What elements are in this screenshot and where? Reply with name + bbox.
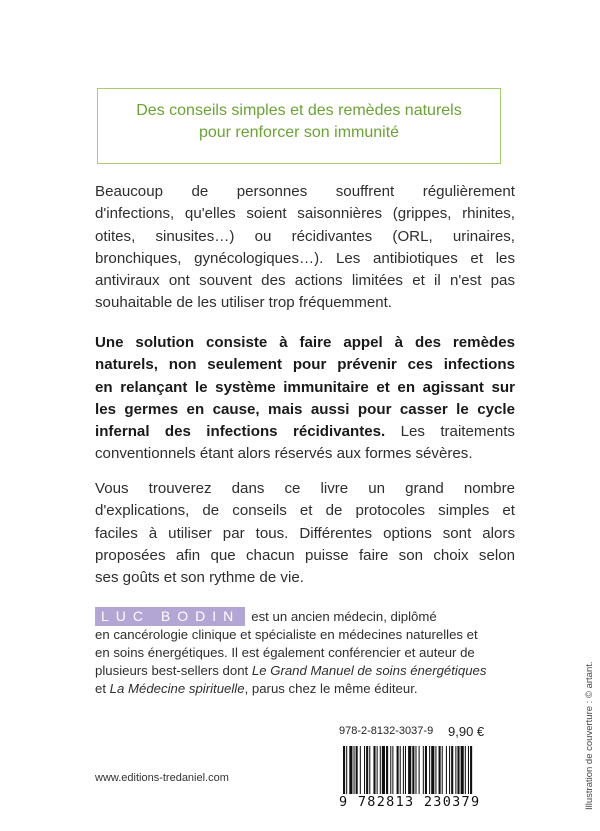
author-name: LUC BODIN xyxy=(95,607,245,626)
tagline-line-1: Des conseils simples et des remèdes naturels xyxy=(136,102,462,119)
paragraph-line xyxy=(95,377,515,399)
barcode-bar xyxy=(377,746,378,800)
barcode-bar xyxy=(435,746,436,800)
barcode-bar xyxy=(403,746,404,800)
publisher-website: www.editions-tredaniel.com xyxy=(95,772,229,784)
barcode-bar xyxy=(392,746,393,800)
isbn: 978-2-8132-3037-9 xyxy=(339,725,434,737)
barcode-bar xyxy=(386,746,388,800)
tagline-box xyxy=(97,88,501,164)
barcode-bar xyxy=(468,746,469,800)
barcode-bar xyxy=(364,746,365,800)
paragraph-line: Vous trouverez dans ce livre un grand nombre xyxy=(95,480,515,497)
price: 9,90 € xyxy=(448,724,485,739)
bold-text: infernal des infections récidivantes. xyxy=(95,423,386,441)
barcode-bar xyxy=(373,746,375,800)
barcode-bar xyxy=(423,746,424,800)
paragraph-line xyxy=(95,399,515,421)
author-bio-line xyxy=(95,662,515,680)
bio-text: plusieurs best-sellers dont xyxy=(95,663,252,678)
paragraph-line xyxy=(95,421,515,443)
content-paragraph xyxy=(95,478,515,589)
barcode-bar xyxy=(346,746,347,800)
paragraph-line xyxy=(95,354,515,376)
bio-text: et xyxy=(95,681,110,696)
paragraph-line: otites, sinusites…) ou récidivantes (ORL, urinaires, xyxy=(95,227,515,245)
paragraph-line: proposées afin que chacun puisse faire son choix selon xyxy=(95,546,515,564)
author-bio-line xyxy=(95,607,515,626)
paragraph-line: conventionnels étant alors réservés aux formes sévères. xyxy=(95,445,473,463)
barcode-bar xyxy=(442,746,443,800)
paragraph-line: ses goûts et son rythme de vie. xyxy=(95,569,304,587)
barcode-bar xyxy=(419,746,420,800)
book-title: La Médecine spirituelle xyxy=(109,681,245,696)
barcode-bar xyxy=(360,746,361,800)
barcode-digits: 9 782813 230379 xyxy=(339,794,481,810)
paragraph-line: d'infections, qu'elles soient saisonnières (grippes, rhinites, xyxy=(95,205,515,223)
barcode-bar xyxy=(408,746,411,800)
barcode-bar xyxy=(451,746,453,800)
barcode-bar xyxy=(400,746,401,800)
paragraph-line: faciles à utiliser par tous. Différentes options sont alors xyxy=(95,524,515,542)
barcode-bar xyxy=(390,746,391,800)
barcode-bar xyxy=(415,746,416,800)
barcode-bar xyxy=(455,746,456,800)
barcode-bar xyxy=(356,746,358,800)
bold-text: en relançant le système immunitaire et en agissant sur xyxy=(95,378,515,396)
intro-paragraph xyxy=(95,181,515,315)
barcode-bar xyxy=(349,746,352,800)
book-title: Le Grand Manuel de soins énergétiques xyxy=(251,663,487,678)
barcode-bar xyxy=(397,746,399,800)
normal-text: Les traitements xyxy=(385,423,515,441)
barcode-bar xyxy=(412,746,414,800)
bold-text: naturels, non seulement pour prévenir ces infections xyxy=(95,356,515,374)
cover-illustration-credit: Illustration de couverture : © artant. xyxy=(584,661,595,810)
barcode-bar xyxy=(470,746,472,800)
paragraph-line: bronchiques, gynécologiques…). Les antibiotiques et les xyxy=(95,249,515,267)
barcode-bar xyxy=(354,746,355,800)
barcode-bar xyxy=(369,746,370,800)
paragraph-line: d'explications, de conseils et de protocoles simples et xyxy=(95,502,515,520)
barcode-bar xyxy=(366,746,368,800)
bio-text: , parus chez le même éditeur. xyxy=(244,681,418,696)
author-bio-line: en soins énergétiques. Il est également conférencier et auteur de xyxy=(95,645,475,660)
barcode-bar xyxy=(439,746,441,800)
barcode-bar xyxy=(457,746,459,800)
paragraph-line xyxy=(95,332,515,354)
tagline-line-2: pour renforcer son immunité xyxy=(198,124,400,141)
solution-paragraph xyxy=(95,332,515,466)
barcode-bar xyxy=(425,746,427,800)
author-bio-line xyxy=(95,680,515,698)
barcode xyxy=(339,746,517,800)
barcode-bar xyxy=(343,746,345,800)
barcode-bar xyxy=(380,746,381,800)
bold-text: Une solution consiste à faire appel à des remèdes xyxy=(95,334,515,351)
barcode-bar xyxy=(461,746,464,800)
paragraph-line: antiviraux ont souvent des actions limitées et il n'est pas xyxy=(95,272,515,290)
bold-text: les germes en cause, mais aussi pour casser le cycle xyxy=(95,400,515,418)
bio-text: est un ancien médecin, diplômé xyxy=(251,609,437,624)
barcode-bar xyxy=(446,746,447,800)
paragraph-line: Beaucoup de personnes souffrent régulièrement xyxy=(95,183,515,200)
paragraph-line: souhaitable de les utiliser trop fréquemment. xyxy=(95,294,393,312)
barcode-bar xyxy=(431,746,434,800)
barcode-bar xyxy=(405,746,406,800)
barcode-bar xyxy=(382,746,385,800)
author-bio xyxy=(95,607,515,698)
barcode-bar xyxy=(465,746,466,800)
author-bio-line: en cancérologie clinique et spécialiste en médecines naturelles et xyxy=(95,627,478,642)
barcode-bar xyxy=(429,746,430,800)
barcode-bar xyxy=(449,746,450,800)
